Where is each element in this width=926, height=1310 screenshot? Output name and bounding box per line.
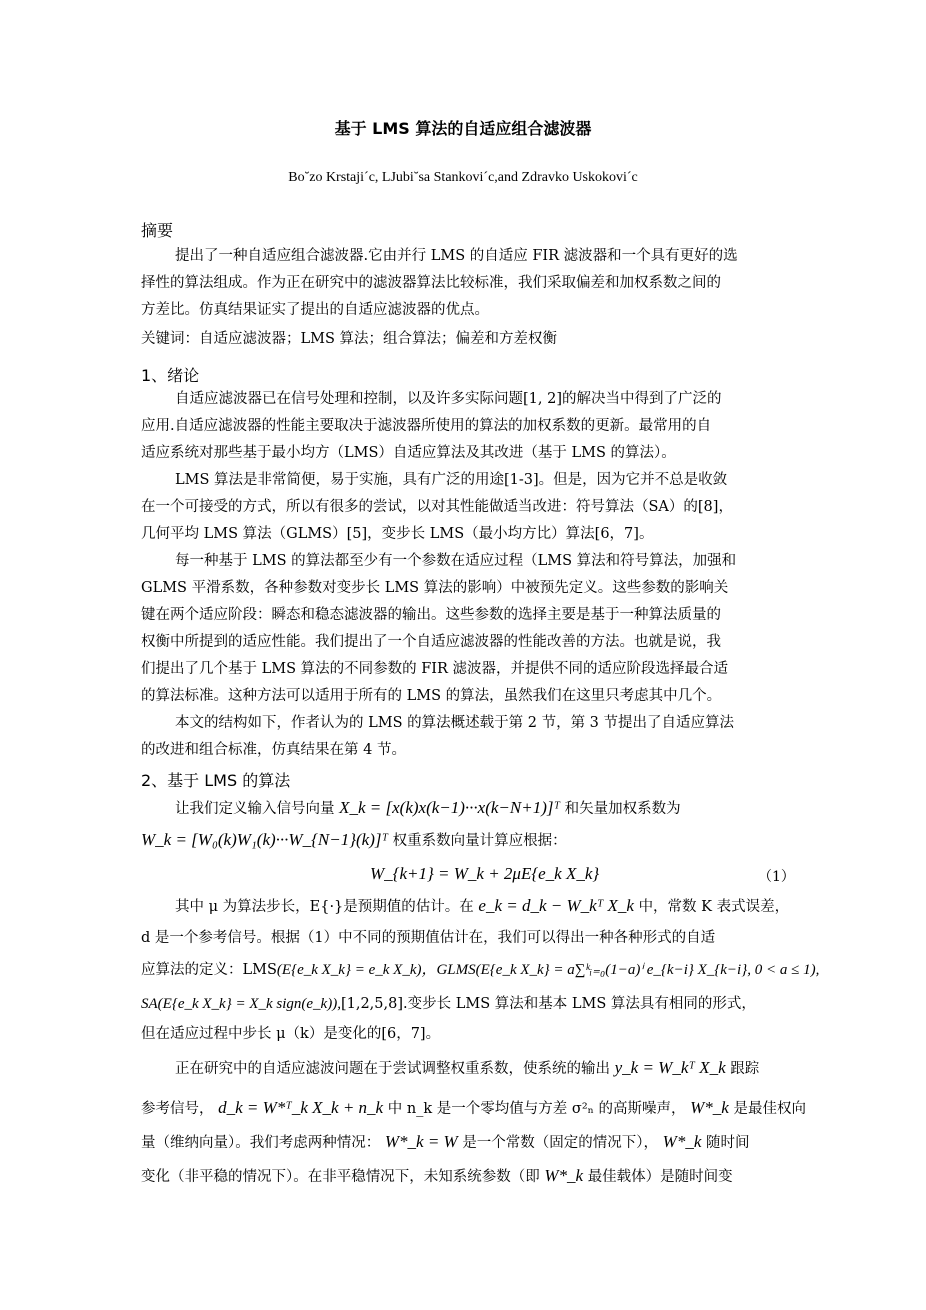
text-run: 和矢量加权系数为 [564,801,681,817]
abstract-heading: 摘要 [141,221,174,240]
paragraph-line: d 是一个参考信号。根据（1）中不同的预期值估计在，我们可以得出一种各种形式的自适 [141,930,716,946]
paragraph-line: 的算法标准。这种方法可以适用于所有的 LMS 的算法，虽然我们在这里只考虑其中几个。 [141,688,722,704]
inline-equation: W*_k [544,1166,584,1185]
inline-equation: SA(E{e_k X_k} = X_k sign(e_k)), [141,996,341,1012]
text-run: 正在研究中的自适应滤波问题在于尝试调整权重系数，使系统的输出 [175,1061,610,1077]
paragraph-line: 在一个可接受的方式，所以有很多的尝试，以对其性能做适当改进：符号算法（SA）的[8]， [141,499,733,515]
section-1-heading: 1、绪论 [141,366,200,385]
text-run: 量（维纳向量）。我们考虑两种情况： [141,1135,381,1151]
inline-equation: (E{e_k X_k} = e_k X_k)，GLMS(E{e_k X_k} = a∑ᵏᵢ₌₀(1−a)ⁱ e_{k−i} X_{k−i}, 0 < a ≤ 1), [276,962,820,978]
paragraph-line: 但在适应过程中步长 μ（k）是变化的[6，7]。 [141,1026,441,1042]
inline-equation: y_k = W_kᵀ X_k [614,1058,726,1077]
equation-body: W_{k+1} = W_k + 2μE{e_k X_k} [370,864,600,883]
keywords-label: 关键词： [141,331,199,347]
text-run: 最佳载体）是随时间变 [587,1169,733,1185]
display-equation-1 [370,864,670,885]
text-run: 应算法的定义：LMS [141,962,277,978]
text-run: 是一个常数（固定的情况下）， [462,1135,659,1151]
paragraph-line: LMS 算法是非常简便，易于实施，具有广泛的用途[1-3]。但是，因为它并不总是收敛 [175,472,728,488]
text-run: 是最佳权向 [733,1101,806,1117]
paragraph-line: 键在两个适应阶段：瞬态和稳态滤波器的输出。这些参数的选择主要是基于一种算法质量的 [141,607,721,623]
paragraph-line: 自适应滤波器已在信号处理和控制，以及许多实际问题[1, 2]的解决当中得到了广泛的 [175,391,722,407]
paragraph-line: 应用.自适应滤波器的性能主要取决于滤波器所使用的算法的加权系数的更新。最常用的自 [141,418,712,434]
paragraph-line [141,1098,806,1119]
paragraph-line: 几何平均 LMS 算法（GLMS）[5]，变步长 LMS（最小均方比）算法[6，7]。 [141,526,654,542]
inline-equation: d_k = W*ᵀ_k X_k + n_k [218,1098,384,1117]
paragraph-line: 的改进和组合标准，仿真结果在第 4 节。 [141,742,406,758]
paragraph-line: GLMS 平滑系数，各种参数对变步长 LMS 算法的影响）中被预先定义。这些参数的影响关 [141,580,729,596]
text-run: 参考信号， [141,1101,214,1117]
inline-equation: W_k = [W₀(k)W₁(k)···W_{N−1}(k)]ᵀ [141,830,389,849]
text-run: 中 n_k 是一个零均值与方差 σ²ₙ 的高斯噪声， [387,1101,686,1117]
paragraph-line [175,896,790,917]
paragraph-line [141,960,820,980]
text-run: 让我们定义输入信号向量 [175,801,335,817]
paragraph-line [175,1058,786,1079]
keywords-line [141,329,786,349]
paragraph-line: 每一种基于 LMS 的算法都至少有一个参数在适应过程（LMS 算法和符号算法，加强和 [175,553,737,569]
keywords-text: 自适应滤波器；LMS 算法；组合算法；偏差和方差权衡 [199,331,558,347]
text-run: [1,2,5,8].变步长 LMS 算法和基本 LMS 算法具有相同的形式， [340,996,756,1012]
equation-number: （1） [758,869,795,885]
text-run: 变化（非平稳的情况下）。在非平稳情况下，未知系统参数（即 [141,1169,540,1185]
abstract-line: 方差比。仿真结果证实了提出的自适应滤波器的优点。 [141,302,489,318]
paragraph-line [141,994,786,1014]
section-2-heading: 2、基于 LMS 的算法 [141,771,291,790]
inline-equation: X_k = [x(k)x(k−1)···x(k−N+1)]ᵀ [339,798,561,817]
text-run: 中，常数 K 表式误差， [638,899,790,915]
inline-equation: W*_k [662,1132,702,1151]
text-run: 权重系数向量计算应根据： [392,833,567,849]
abstract-line: 提出了一种自适应组合滤波器.它由并行 LMS 的自适应 FIR 滤波器和一个具有更好的选 [175,248,738,264]
text-run: 其中 μ 为算法步长，E{·}是预期值的估计。在 [175,899,474,915]
paragraph-line: 本文的结构如下，作者认为的 LMS 的算法概述载于第 2 节，第 3 节提出了自适应算法 [175,715,735,731]
paper-title: 基于 LMS 算法的自适应组合滤波器 [334,119,592,138]
inline-equation: W*_k [690,1098,729,1117]
paragraph-line: 适应系统对那些基于最小均方（LMS）自适应算法及其改进（基于 LMS 的算法）。 [141,445,676,461]
paragraph-line [141,1132,786,1153]
paragraph-line [141,830,786,851]
author-line: Bo˘zo Krstaji´c, LJubi˘sa Stankovi´c,and Zdravko Uskokovi´c [288,170,638,185]
paragraph-line: 权衡中所提到的适应性能。我们提出了一个自适应滤波器的性能改善的方法。也就是说，我 [141,634,721,650]
paragraph-line [175,798,786,819]
text-run: 随时间 [706,1135,750,1151]
paragraph-line: 们提出了几个基于 LMS 算法的不同参数的 FIR 滤波器，并提供不同的适应阶段选择最合适 [141,661,729,677]
inline-equation: e_k = d_k − W_kᵀ X_k [478,896,634,915]
paragraph-line [141,1166,786,1187]
inline-equation: W*_k = W [384,1132,458,1151]
abstract-line: 择性的算法组成。作为正在研究中的滤波器算法比较标准，我们采取偏差和加权系数之间的 [141,275,721,291]
text-run: 跟踪 [730,1061,760,1077]
